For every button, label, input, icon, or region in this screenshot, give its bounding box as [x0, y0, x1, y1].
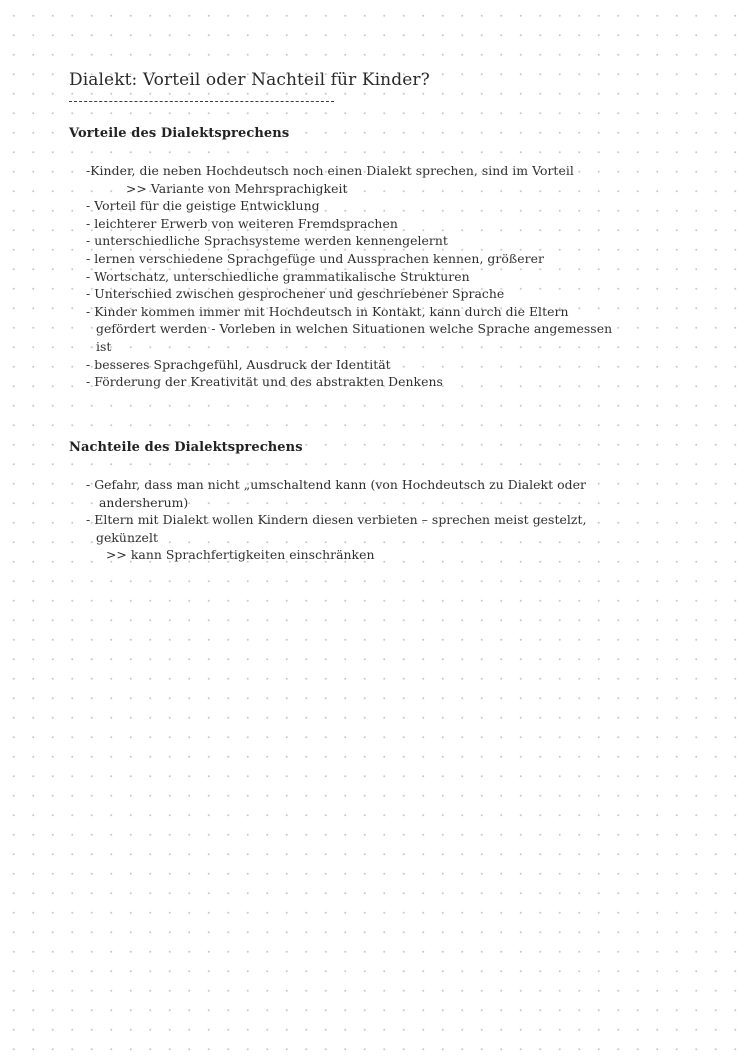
list-item-continuation: andersherum)	[99, 494, 189, 510]
list-item	[86, 511, 686, 564]
list-item-text: - Gefahr, dass man nicht „umschaltend kann (von Hochdeutsch zu Dialekt oder	[86, 477, 586, 492]
list-item	[86, 356, 686, 374]
list-item	[86, 197, 686, 215]
list-item-text: - Förderung der Kreativität und des abstrakten Denkens	[86, 374, 443, 390]
list-item	[86, 232, 686, 250]
list-item-text: - unterschiedliche Sprachsysteme werden kennengelernt	[86, 233, 448, 249]
list-item-text: - Wortschatz, unterschiedliche grammatikalische Strukturen	[86, 268, 470, 284]
list-item	[86, 303, 686, 356]
list-item-text: - Kinder kommen immer mit Hochdeutsch in Kontakt, kann durch die Eltern	[86, 303, 569, 319]
list-item-subpoint: >> kann Sprachfertigkeiten einschränken	[106, 547, 375, 563]
list-item	[86, 250, 686, 268]
list-item	[86, 373, 686, 391]
vorteile-list	[86, 162, 686, 391]
list-item-text: - lernen verschiedene Sprachgefüge und Aussprachen kennen, größerer	[86, 250, 544, 266]
list-item-continuation: gefördert werden - Vorleben in welchen Situationen welche Sprache angemessen	[96, 321, 613, 337]
section-heading-nachteile: Nachteile des Dialektsprechens	[69, 440, 303, 455]
list-item	[86, 476, 686, 511]
list-item-text: - Vorteil für die geistige Entwicklung	[86, 198, 320, 214]
list-item-text: - Unterschied zwischen gesprochener und geschriebener Sprache	[86, 286, 505, 302]
list-item-subpoint: >> Variante von Mehrsprachigkeit	[126, 180, 348, 196]
list-item-text: - besseres Sprachgefühl, Ausdruck der Identität	[86, 356, 391, 372]
list-item	[86, 215, 686, 233]
section-heading-vorteile: Vorteile des Dialektsprechens	[69, 126, 290, 141]
list-item-continuation: gekünzelt	[96, 529, 158, 545]
document-title: Dialekt: Vorteil oder Nachteil für Kinder?	[69, 70, 430, 90]
list-item	[86, 268, 686, 286]
list-item-continuation: ist	[96, 338, 112, 354]
list-item-text: -Kinder, die neben Hochdeutsch noch einen Dialekt sprechen, sind im Vorteil	[86, 163, 574, 178]
nachteile-list	[86, 476, 686, 564]
title-underline	[69, 101, 334, 102]
list-item	[86, 162, 686, 197]
list-item-text: - leichterer Erwerb von weiteren Fremdsprachen	[86, 215, 398, 231]
list-item-text: - Eltern mit Dialekt wollen Kindern diesen verbieten – sprechen meist gestelzt,	[86, 512, 587, 528]
list-item	[86, 285, 686, 303]
